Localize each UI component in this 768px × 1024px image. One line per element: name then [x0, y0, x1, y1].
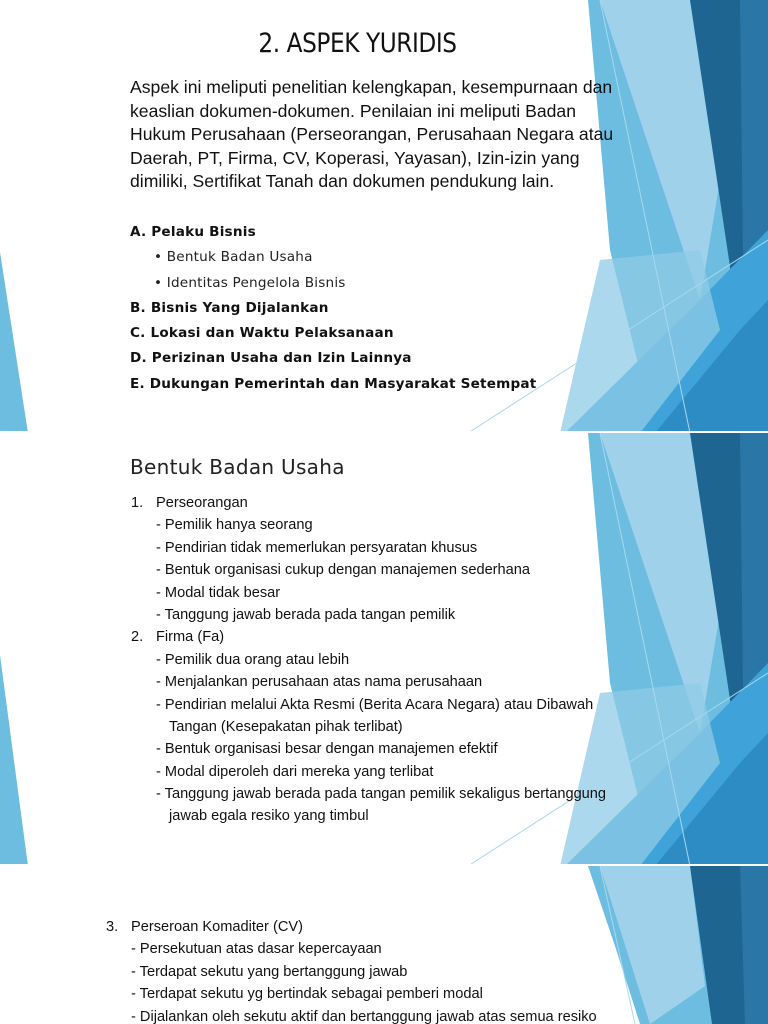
- bullet-point: - Pemilik hanya seorang: [156, 517, 313, 534]
- page-title: 2. ASPEK YURIDIS: [258, 28, 457, 59]
- bullet-point: - Bentuk organisasi cukup dengan manajemen sederhana: [156, 562, 531, 579]
- numbered-item: [131, 626, 606, 648]
- bullet-point: - Modal tidak besar: [156, 584, 281, 601]
- bullet-point: Tangan (Kesepakatan pihak terlibat): [169, 718, 403, 735]
- bullet-point: - Terdapat sekutu yang bertanggung jawab: [131, 963, 408, 980]
- section-title: Bentuk Badan Usaha: [130, 455, 345, 479]
- business-form-list: [131, 492, 606, 828]
- bullet-point: - Menjalankan perusahaan atas nama perusahaan: [156, 674, 483, 691]
- bullet-point: - Dijalankan oleh sekutu aktif dan bertanggung jawab atas semua resiko: [131, 1008, 597, 1024]
- outline-section: D. Perizinan Usaha dan Izin Lainnya: [130, 350, 412, 367]
- bullet-point: - Tanggung jawab berada pada tangan pemilik: [156, 606, 456, 623]
- item-text: Perseorangan: [156, 495, 248, 511]
- item-number: 2.: [131, 629, 144, 646]
- intro-paragraph: Aspek ini meliputi penelitian kelengkapan, kesempurnaan dan keaslian dokumen-dokumen. Penilaian ini meliputi Badan Hukum Perusahaan (Perseorangan, Perusahaan Negara atau Daerah, PT, Firma, CV, Koperasi, Yayasan), Izin-izin yang dimiliki, Sertifikat Tanah dan dokumen pendukung lain.: [130, 77, 614, 191]
- outline-section: B. Bisnis Yang Dijalankan: [130, 299, 329, 316]
- bullet-point: jawab egala resiko yang timbul: [169, 808, 369, 825]
- outline-list: [130, 220, 650, 397]
- bullet-point: - Tanggung jawab berada pada tangan pemilik sekaligus bertanggung: [156, 786, 607, 803]
- item-text: Firma (Fa): [156, 629, 225, 646]
- bullet-point: - Bentuk organisasi besar dengan manajemen efektif: [156, 741, 498, 758]
- outline-subitem: • Identitas Pengelola Bisnis: [154, 274, 346, 291]
- item-number: 1.: [131, 495, 144, 511]
- bullet-point: - Modal diperoleh dari mereka yang terlibat: [156, 763, 434, 780]
- slide-cv: [0, 866, 768, 1024]
- bullet-point: - Terdapat sekutu yg bertindak sebagai pemberi modal: [131, 986, 483, 1003]
- item-number: 3.: [106, 919, 119, 935]
- slide-aspek-yuridis: [0, 0, 768, 433]
- business-form-list-continued: [106, 916, 597, 1024]
- bullet-point: - Pendirian melalui Akta Resmi (Berita Acara Negara) atau Dibawah: [156, 696, 594, 713]
- numbered-item: [106, 916, 597, 938]
- item-text: Perseroan Komaditer (CV): [131, 919, 303, 935]
- bullet-point: - Pemilik dua orang atau lebih: [156, 651, 350, 668]
- numbered-item: [131, 492, 606, 514]
- bullet-point: - Pendirian tidak memerlukan persyaratan khusus: [156, 539, 478, 556]
- outline-section: A. Pelaku Bisnis: [130, 224, 256, 240]
- slide-bentuk-badan-usaha: [0, 433, 768, 866]
- outline-section: E. Dukungan Pemerintah dan Masyarakat Setempat: [130, 375, 537, 392]
- outline-section: C. Lokasi dan Waktu Pelaksanaan: [130, 325, 394, 342]
- bullet-point: - Persekutuan atas dasar kepercayaan: [131, 941, 382, 958]
- outline-subitem: • Bentuk Badan Usaha: [154, 249, 313, 266]
